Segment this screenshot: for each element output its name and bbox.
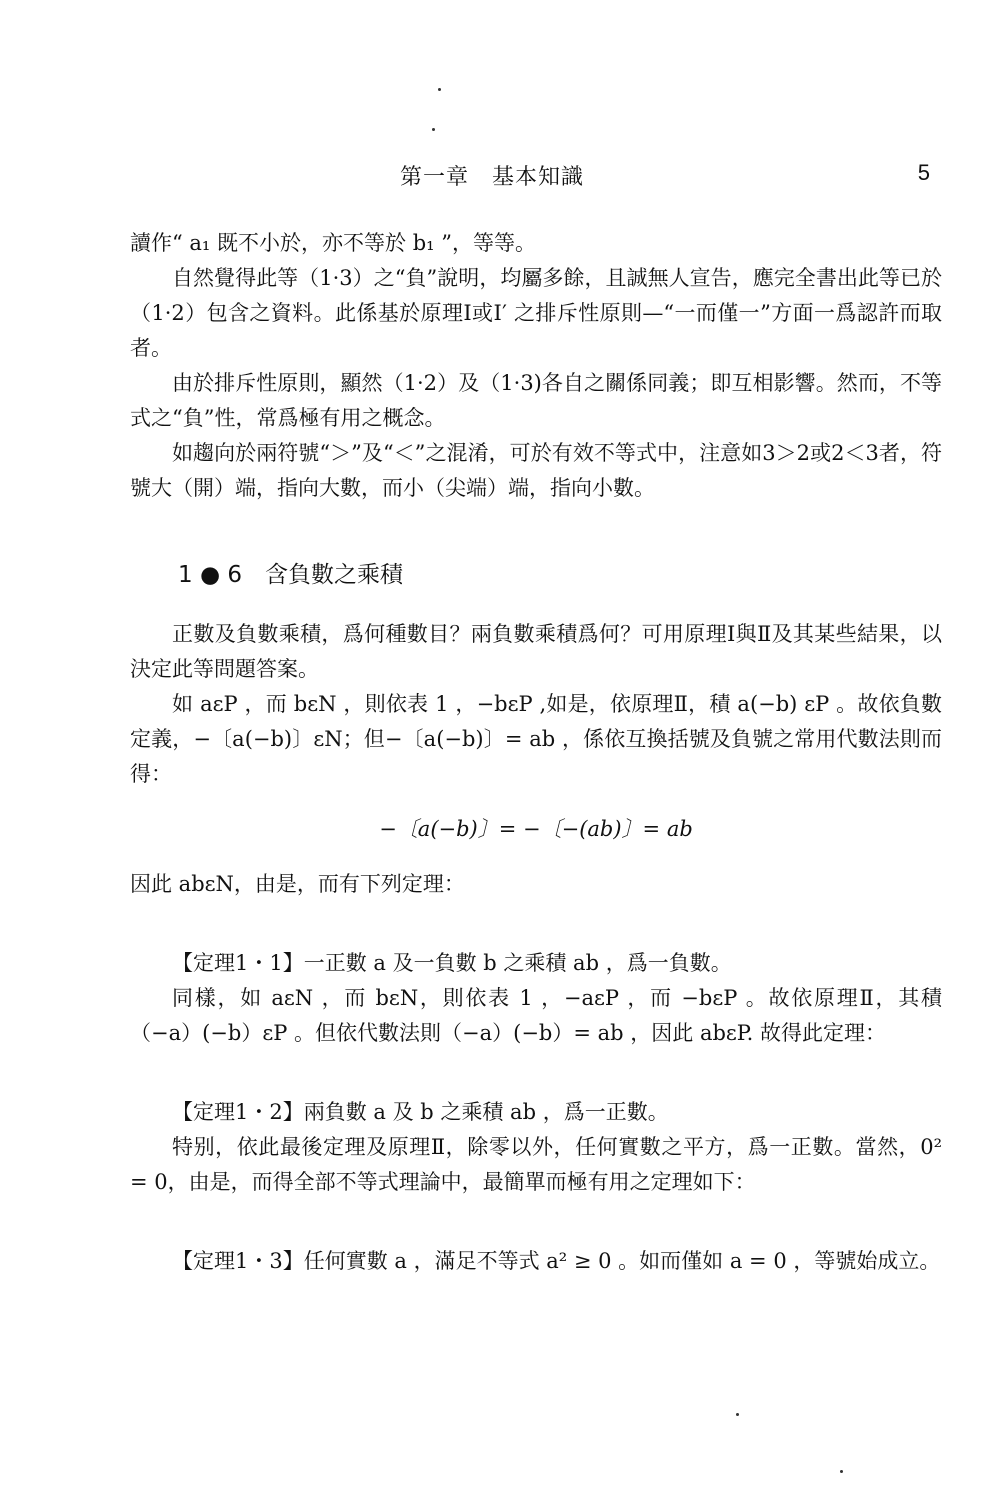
section-heading: 1 ● 6 含負數之乘積 [178,562,403,588]
paragraph: 如 aεP ，而 bεN ，則依表 1 ，−bεP ,如是，依原理Ⅱ，積 a(−b) εP 。故依負數定義，−〔a(−b)〕εN；但−〔a(−b)〕= ab ，係依互換括號及負號之常用代數法則而得： [130,692,942,786]
theorem: 【定理1・3】任何實數 a ，滿足不等式 a² ≥ 0 。如而僅如 a = 0 ，等號始成立。 [172,1249,941,1273]
speck [736,1413,739,1416]
paragraph: 正數及負數乘積，爲何種數目？兩負數乘積爲何？可用原理Ⅰ與Ⅱ及其某些結果，以決定此等問題答案。 [130,622,942,681]
paragraph: 因此 abεN，由是，而有下列定理： [130,872,465,896]
speck [840,1470,843,1473]
theorem: 【定理1・2】兩負數 a 及 b 之乘積 ab ，爲一正數。 [172,1100,669,1124]
paragraph: 讀作“ a₁ 既不小於，亦不等於 b₁ ”，等等。 [130,231,536,255]
chapter-title: 第一章 基本知識 [400,165,585,190]
paragraph: 同樣，如 aεN ，而 bεN，則依表 1 ，−aεP ，而 −bεP 。故依原理Ⅱ，其積（−a）(−b）εP 。但依代數法則（−a）(−b）= ab ，因此 abεP. 故得此定理： [130,986,942,1045]
page-number: 5 [917,160,930,185]
paragraph: 如趨向於兩符號“＞”及“＜”之混淆，可於有效不等式中，注意如3＞2或2＜3者，符號大（開）端，指向大數，而小（尖端）端，指向小數。 [130,441,942,500]
display-formula: −〔a(−b)〕= −〔−(ab)〕= ab [379,817,693,841]
speck [438,88,441,91]
speck [432,128,435,131]
paragraph: 特别，依此最後定理及原理Ⅱ，除零以外，任何實數之平方，爲一正數。當然，0² = 0，由是，而得全部不等式理論中，最簡單而極有用之定理如下： [130,1135,942,1194]
theorem: 【定理1・1】一正數 a 及一負數 b 之乘積 ab ，爲一負數。 [172,951,732,975]
page-body [130,226,942,1279]
running-header [130,160,930,192]
paragraph: 自然覺得此等（1·3）之“負”說明，均屬多餘，且誠無人宣告，應完全書出此等已於（1·2）包含之資料。此係基於原理Ⅰ或Ⅰ′ 之排斥性原則—“一而僅一”方面一爲認許而取者。 [130,266,942,360]
paragraph: 由於排斥性原則，顯然（1·2）及（1·3)各自之關係同義；即互相影響。然而，不等式之“負”性，常爲極有用之概念。 [130,371,942,430]
